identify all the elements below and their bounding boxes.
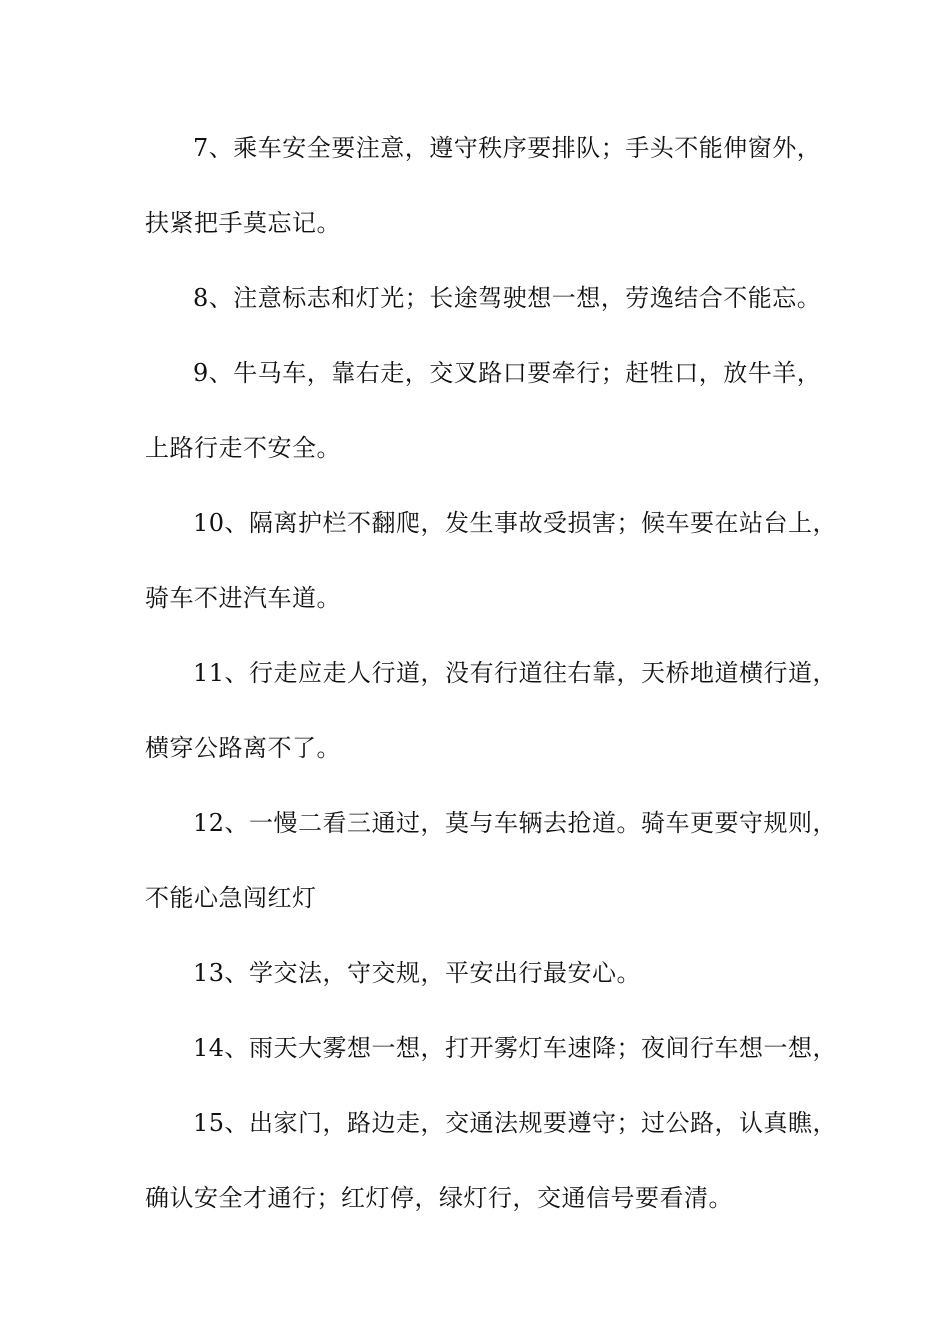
item-8-line-1: 8、注意标志和灯光；长途驾驶想一想，劳逸结合不能忘。 [193, 284, 822, 312]
item-13-line-1: 13、学交法，守交规，平安出行最安心。 [193, 959, 642, 987]
item-15-line-1: 15、出家门，路边走，交通法规要遵守；过公路，认真瞧， [193, 1109, 838, 1137]
item-12-line-1: 12、一慢二看三通过，莫与车辆去抢道。骑车更要守规则， [193, 809, 838, 837]
item-10-line-1: 10、隔离护栏不翻爬，发生事故受损害；候车要在站台上， [193, 509, 838, 537]
item-7-line-2: 扶紧把手莫忘记。 [145, 209, 341, 237]
item-14-line-1: 14、雨天大雾想一想，打开雾灯车速降；夜间行车想一想， [193, 1034, 838, 1062]
item-12-line-2: 不能心急闯红灯 [145, 884, 317, 912]
item-9-line-1: 9、牛马车，靠右走，交叉路口要牵行；赶牲口，放牛羊， [193, 359, 822, 387]
item-11-line-2: 横穿公路离不了。 [145, 734, 341, 762]
item-15-line-2: 确认安全才通行；红灯停，绿灯行，交通信号要看清。 [145, 1184, 733, 1212]
document-body [145, 128, 838, 1253]
item-11-line-1: 11、行走应走人行道，没有行道往右靠，天桥地道横行道， [193, 659, 838, 687]
item-9-line-2: 上路行走不安全。 [145, 434, 341, 462]
item-10-line-2: 骑车不进汽车道。 [145, 584, 341, 612]
item-7-line-1: 7、乘车安全要注意，遵守秩序要排队；手头不能伸窗外， [193, 134, 822, 162]
